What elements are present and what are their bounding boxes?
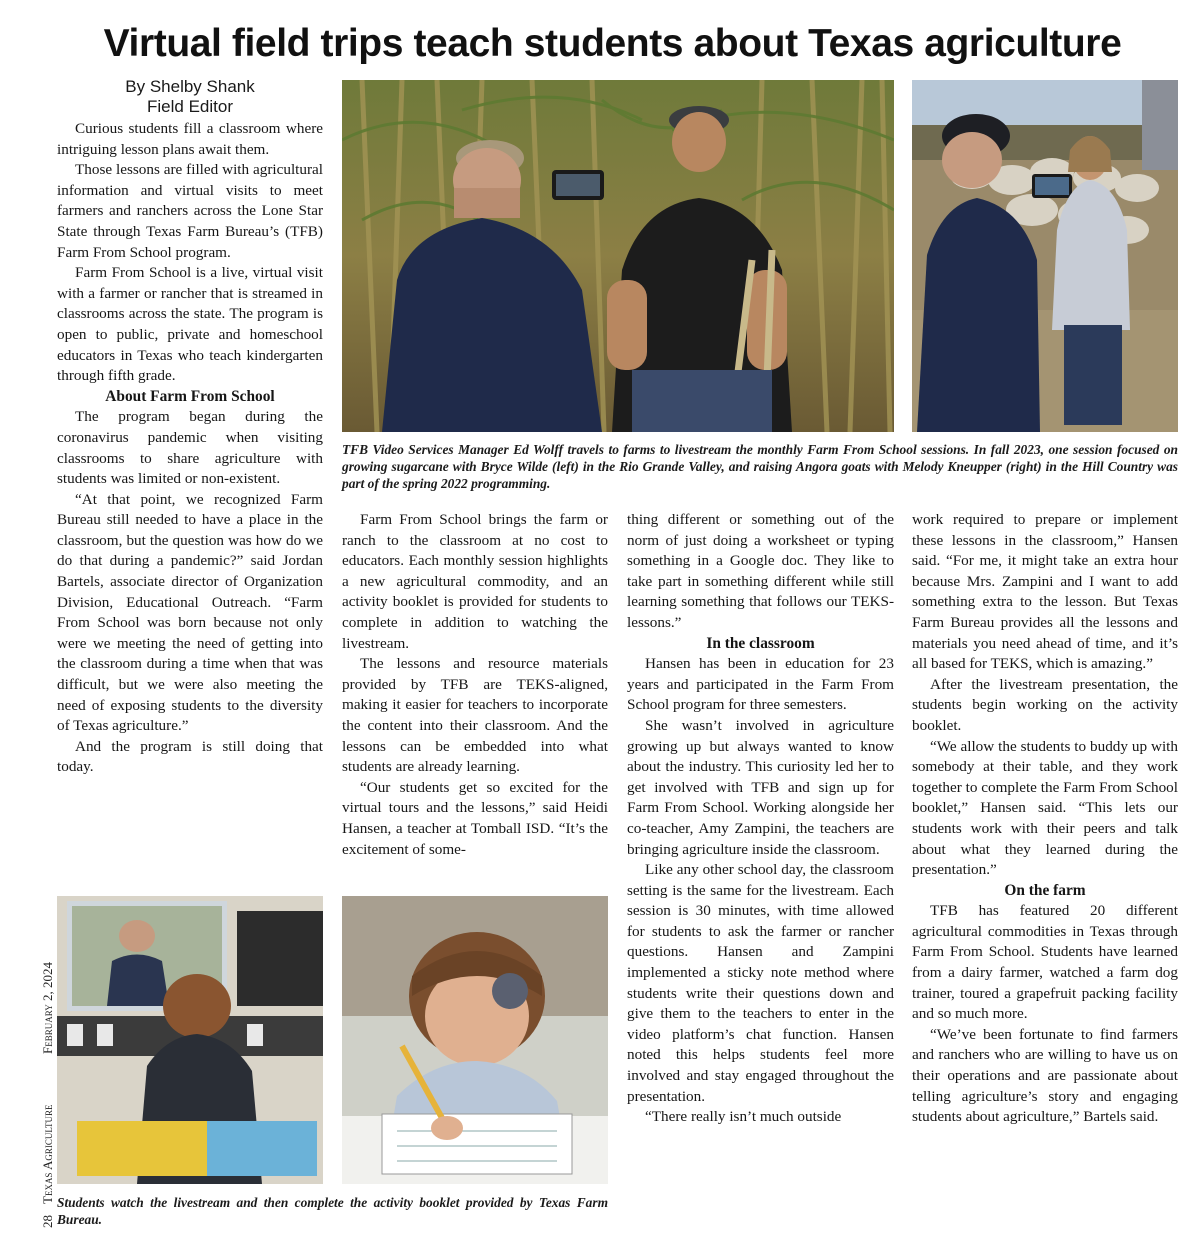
paragraph: thing different or something out of the norm of just doing a worksheet or typing something in a Google doc. They like to take part in something different while still learning something that follows our TEKS-lessons.” xyxy=(627,511,894,631)
photo-caption-bottom: Students watch the livestream and then complete the activity booklet provided by Texas Farm Bureau. xyxy=(57,1195,608,1227)
byline-role: Field Editor xyxy=(147,97,233,116)
paragraph: The lessons and resource materials provided by TFB are TEKS-aligned, making it easier for teachers to incorporate the content into their classroom. And the lessons can be embedded into what students are already learning. xyxy=(342,655,608,776)
subheading-farm: On the farm xyxy=(1004,881,1086,899)
subheading-classroom: In the classroom xyxy=(706,634,815,652)
paragraph: The program began during the coronavirus pandemic when visiting classrooms to share agriculture with students was limited or non-existent. xyxy=(57,408,323,488)
byline-author: By Shelby Shank xyxy=(125,77,255,96)
paragraph: Farm From School is a live, virtual visit with a farmer or rancher that is streamed in classrooms across the state. The program is open to public, private and homeschool educators in Texas who teach kindergarten through fifth grade. xyxy=(57,264,323,385)
article-column-1 xyxy=(57,119,323,778)
paragraph: Those lessons are filled with agricultural information and virtual visits to meet farmers and ranchers across the Lone Star State through Texas Farm Bureau’s (TFB) Farm From School program. xyxy=(57,161,323,261)
photo-sugarcane-interview xyxy=(342,80,894,432)
photo-angora-goats xyxy=(912,80,1178,432)
photo-classroom-livestream xyxy=(57,896,323,1184)
paragraph: “We’ve been fortunate to find farmers and ranchers who are willing to have us on their operations and are passionate about telling agriculture’s story and engaging students about agriculture,” Bartels said. xyxy=(912,1025,1178,1126)
paragraph: TFB has featured 20 different agricultural commodities in Texas through Farm From School. Students have learned from a dairy farmer, watched a farm dog trainer, toured a grapefruit packing facility and so much more. xyxy=(912,902,1178,1023)
paragraph: She wasn’t involved in agriculture growing up but always wanted to know about the industry. This curiosity led her to get involved with TFB and sign up for Farm From School. Working alongside her co-teacher, Amy Zampini, the teachers are bringing agriculture inside the classroom. xyxy=(627,716,894,858)
paragraph: After the livestream presentation, the students begin working on the activity booklet. xyxy=(912,675,1178,734)
paragraph: Hansen has been in education for 23 years and participated in the Farm From School program for three semesters. xyxy=(627,655,894,714)
paragraph: Curious students fill a classroom where intriguing lesson plans await them. xyxy=(57,120,323,158)
paragraph: And the program is still doing that today. xyxy=(57,737,323,776)
page-sidebar xyxy=(40,892,56,1228)
photo-caption-top: TFB Video Services Manager Ed Wolff travels to farms to livestream the monthly Farm From School sessions. In fall 2023, one session focused on growing sugarcane with Bryce Wilde (left) in the Rio Grande Valley, and raising Angora goats with Melody Kneupper (right) in the Hill Country was part of the spring 2022 programming. xyxy=(342,442,1178,491)
paragraph: work required to prepare or implement these lessons in the classroom,” Hansen said. “For me, it might take an extra hour because Mrs. Zampini and I want to add something extra to the lesson. But Texas Farm Bureau provides all the lessons and materials you need ahead of time, and it’s all based for TEKS, which is amazing.” xyxy=(912,511,1178,673)
publication-name: Texas Agriculture xyxy=(40,1104,55,1204)
article-column-4 xyxy=(912,510,1178,1128)
paragraph: “There really isn’t much outside xyxy=(645,1108,842,1126)
page-number: 28 xyxy=(40,1215,55,1228)
paragraph: Farm From School brings the farm or ranch to the classroom at no cost to educators. Each monthly session highlights a new agricultural commodity, and an activity booklet is provided for students to complete in addition to watching the livestream. xyxy=(342,511,608,652)
byline xyxy=(57,77,323,117)
paragraph: “At that point, we recognized Farm Bureau still needed to have a place in the classroom, but the question was how do we do that during a pandemic?” said Jordan Bartels, associate director of Organization Division, Educational Outreach. “Farm From School was born because not only were we meeting the need of getting into the classroom during a time when that was difficult, but we were also meeting the need of exposing students to the diversity of Texas agriculture.” xyxy=(57,490,323,735)
issue-date: February 2, 2024 xyxy=(40,962,55,1054)
article-column-3 xyxy=(627,510,894,1128)
subheading-about: About Farm From School xyxy=(105,387,275,405)
headline: Virtual field trips teach students about Texas agriculture xyxy=(103,22,1122,65)
paragraph: Like any other school day, the classroom setting is the same for the livestream. Each session is 30 minutes, with time allowed for students to ask the farmer or rancher questions. Hansen and Zampini implemented a sticky note method where students write their questions down and give them to the teachers to enter in the video platform’s chat function. Hansen noted this helps students feel more involved and stay engaged throughout the presentation. xyxy=(627,861,894,1105)
paragraph: “We allow the students to buddy up with somebody at their table, and they work together to complete the Farm From School booklet,” Hansen said. “This lets our students work with their peers and talk about what they learned during the presentation.” xyxy=(912,737,1178,879)
photo-student-writing xyxy=(342,896,608,1184)
paragraph: “Our students get so excited for the virtual tours and the lessons,” said Heidi Hansen, a teacher at Tomball ISD. “It’s the excitement of some- xyxy=(342,778,608,858)
article-column-2 xyxy=(342,510,608,860)
